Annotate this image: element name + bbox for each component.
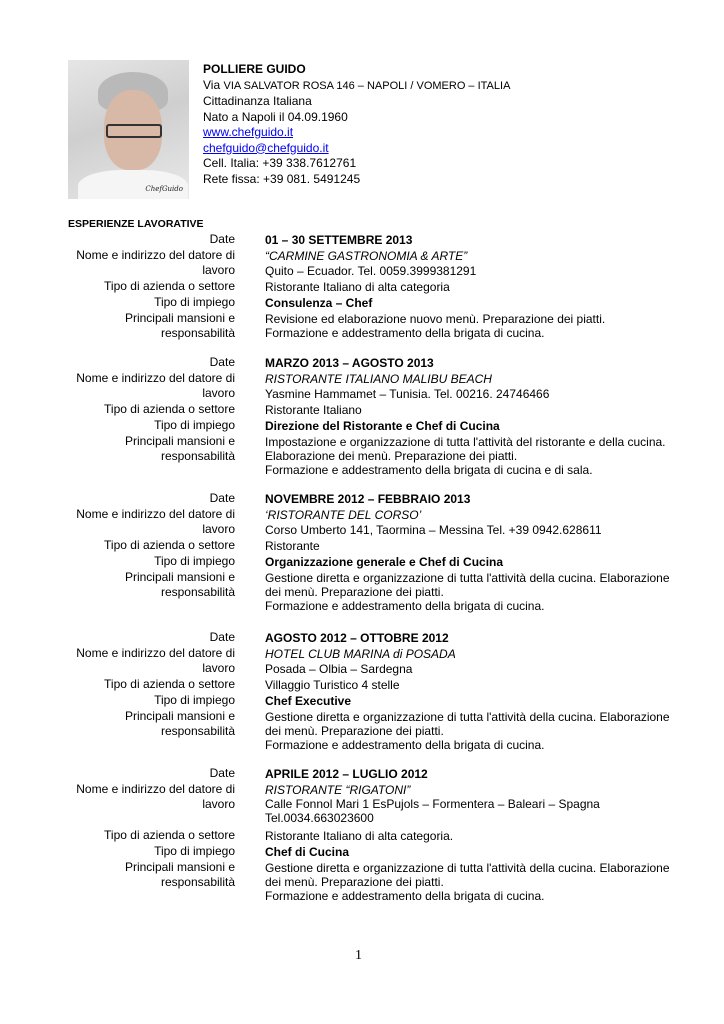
duties-label: Principali mansioni e responsabilità [124,570,235,599]
sector-value: Villaggio Turistico 4 stelle [265,678,400,692]
job-value: Direzione del Ristorante e Chef di Cucina [265,419,500,433]
employer-address: Corso Umberto 141, Taormina – Messina Tel. +39 0942.628611 [265,523,602,537]
duties-label: Principali mansioni e responsabilità [124,709,235,738]
employer-label: Nome e indirizzo del datore di lavoro [76,371,235,400]
sector-label: Tipo di azienda o settore [104,677,235,691]
address-rest: VIA SALVATOR ROSA 146 – NAPOLI / VOMERO – ITALIA [223,79,511,92]
employer-address: Quito – Ecuador. Tel. 0059.3999381291 [265,264,477,278]
person-name: POLLIERE GUIDO [203,62,306,76]
date-label: Date [209,232,235,246]
sector-value: Ristorante [265,539,320,553]
experience-date: APRILE 2012 – LUGLIO 2012 [265,767,428,781]
employer-label: Nome e indirizzo del datore di lavoro [76,646,235,675]
job-value: Chef Executive [265,694,352,708]
sector-label: Tipo di azienda o settore [104,828,235,842]
experience-date: MARZO 2013 – AGOSTO 2013 [265,356,434,370]
sector-value: Ristorante Italiano di alta categoria [265,280,450,294]
sector-label: Tipo di azienda o settore [104,402,235,416]
contact-header [203,62,510,187]
employer-name: RISTORANTE ITALIANO MALIBU BEACH [265,372,492,386]
employer-name: ‘RISTORANTE DEL CORSO’ [265,508,422,522]
profile-photo [68,60,189,199]
address-prefix: Via [203,77,221,92]
employer-address: Yasmine Hammamet – Tunisia. Tel. 00216. 24746466 [265,387,550,401]
sector-label: Tipo di azienda o settore [104,538,235,552]
email-link[interactable]: chefguido@chefguido.it [203,140,329,155]
duties-label: Principali mansioni e responsabilità [124,434,235,463]
duties-value: Revisione ed elaborazione nuovo menù. Preparazione dei piatti. Formazione e addestramento della brigata di cucina. [265,312,606,340]
employer-name: RISTORANTE “RIGATONI” [265,783,411,797]
job-label: Tipo di impiego [154,554,235,568]
employer-name: HOTEL CLUB MARINA di POSADA [265,647,456,661]
section-title: ESPERIENZE LAVORATIVE [68,218,204,230]
cell-phone: Cell. Italia: +39 338.7612761 [203,156,357,170]
photo-glasses [106,124,162,138]
landline-phone: Rete fissa: +39 081. 5491245 [203,171,361,186]
employer-label: Nome e indirizzo del datore di lavoro [76,507,235,536]
experience-date: AGOSTO 2012 – OTTOBRE 2012 [265,631,449,645]
employer-label: Nome e indirizzo del datore di lavoro [76,248,235,277]
job-label: Tipo di impiego [154,418,235,432]
job-value: Organizzazione generale e Chef di Cucina [265,555,504,569]
duties-label: Principali mansioni e responsabilità [124,860,235,889]
page-number: 1 [355,948,362,963]
date-label: Date [209,766,235,780]
experience-date: NOVEMBRE 2012 – FEBBRAIO 2013 [265,492,471,506]
photo-signature: ChefGuido [145,185,183,193]
address [203,78,510,95]
sector-value: Ristorante Italiano [265,403,362,417]
duties-value: Gestione diretta e organizzazione di tutta l'attività della cucina. Elaborazione dei menù. Preparazione dei piatti. Formazione e addestramento della brigata di cucina. [265,861,670,903]
duties-label: Principali mansioni e responsabilità [124,311,235,340]
employer-label: Nome e indirizzo del datore di lavoro [76,782,235,811]
experience-date: 01 – 30 SETTEMBRE 2013 [265,233,413,247]
job-label: Tipo di impiego [154,693,235,707]
employer-address: Posada – Olbia – Sardegna [265,662,413,676]
duties-value: Gestione diretta e organizzazione di tutta l'attività della cucina. Elaborazione dei menù. Preparazione dei piatti. Formazione e addestramento della brigata di cucina. [265,710,670,752]
date-label: Date [209,491,235,505]
sector-value: Ristorante Italiano di alta categoria. [265,829,454,843]
birth-info: Nato a Napoli il 04.09.1960 [203,109,348,124]
job-value: Consulenza – Chef [265,296,373,310]
sector-label: Tipo di azienda o settore [104,279,235,293]
job-label: Tipo di impiego [154,295,235,309]
duties-value: Gestione diretta e organizzazione di tutta l'attività della cucina. Elaborazione dei menù. Preparazione dei piatti. Formazione e addestramento della brigata di cucina. [265,571,670,613]
employer-address: Calle Fonnol Mari 1 EsPujols – Formentera – Baleari – Spagna Tel.0034.663023600 [265,797,600,825]
job-value: Chef di Cucina [265,845,350,859]
date-label: Date [209,355,235,369]
date-label: Date [209,630,235,644]
job-label: Tipo di impiego [154,844,235,858]
citizenship: Cittadinanza Italiana [203,94,312,108]
website-link[interactable]: www.chefguido.it [203,125,294,139]
duties-value: Impostazione e organizzazione di tutta l'attività del ristorante e della cucina. Elaborazione dei menù. Preparazione dei piatti. Formazione e addestramento della brigata di cucina e di sala. [265,435,666,477]
employer-name: “CARMINE GASTRONOMIA & ARTE” [265,249,468,263]
